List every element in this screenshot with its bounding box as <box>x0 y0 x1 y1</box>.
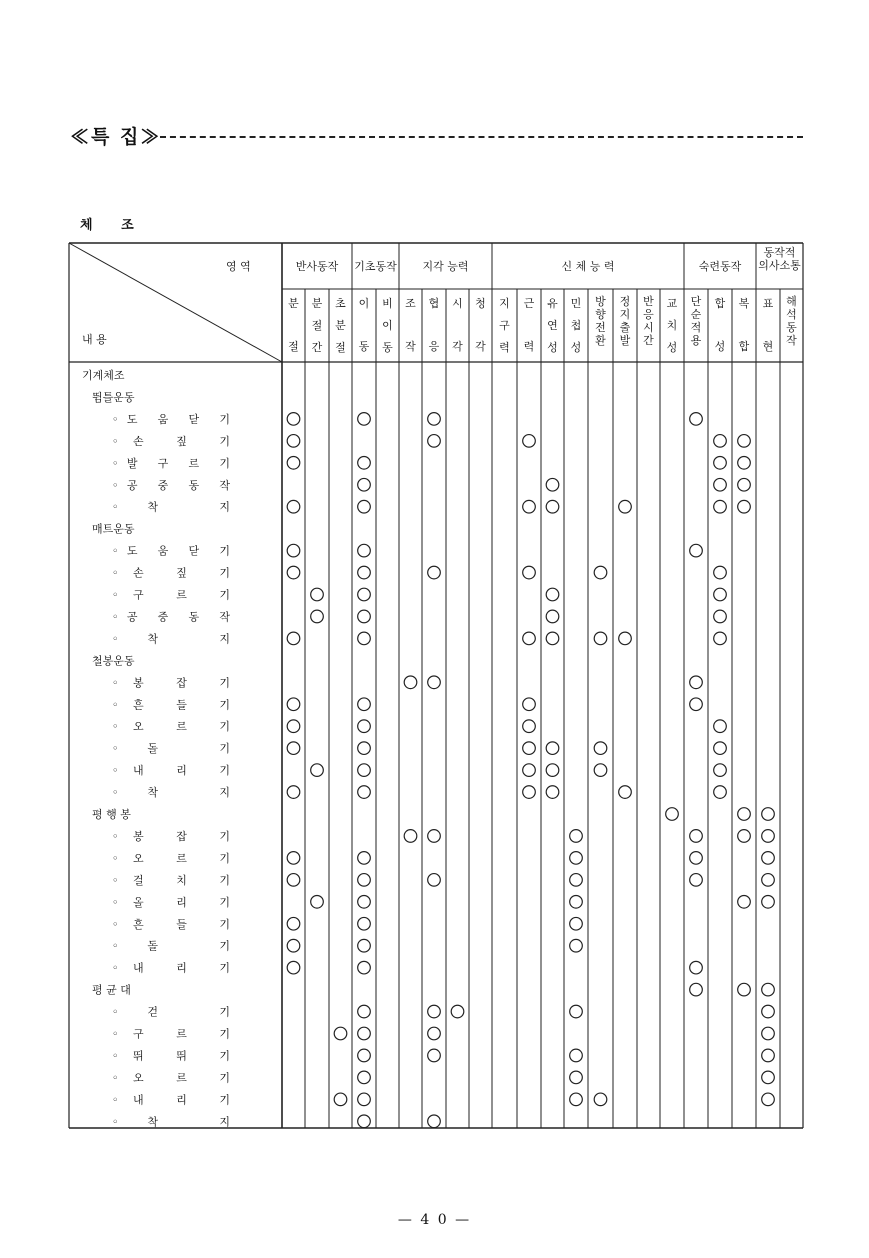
row-item-label: ◦공 중 동 작 <box>112 478 230 492</box>
applicability-circle <box>404 676 417 689</box>
applicability-circle <box>287 939 300 952</box>
row-item-label: ◦돌 기 <box>112 742 230 756</box>
applicability-circle <box>311 610 324 623</box>
applicability-circle <box>358 786 371 799</box>
applicability-circle <box>619 500 632 513</box>
applicability-circle <box>738 896 751 909</box>
applicability-circle <box>546 610 559 623</box>
applicability-circle <box>287 742 300 755</box>
row-category-label: 철봉운동 <box>92 654 135 668</box>
applicability-circle <box>570 1005 583 1018</box>
applicability-circle <box>428 1027 441 1040</box>
applicability-circle <box>738 500 751 513</box>
applicability-circle <box>714 435 727 448</box>
column-header-char: 지 <box>619 308 631 321</box>
applicability-circle <box>287 544 300 557</box>
applicability-circle <box>358 1005 371 1018</box>
row-category-label: 평 행 봉 <box>92 808 131 821</box>
applicability-circle <box>358 1027 371 1040</box>
row-item-label: ◦흔 들 기 <box>112 698 230 712</box>
applicability-circle <box>358 720 371 733</box>
column-header-char: 력 <box>499 341 510 354</box>
column-header-char: 시 <box>643 321 654 334</box>
row-item-label: ◦내 리 기 <box>112 764 230 778</box>
column-header-char: 합 <box>738 340 750 353</box>
applicability-circle <box>762 852 775 865</box>
applicability-circle <box>287 786 300 799</box>
applicability-circle <box>570 1071 583 1084</box>
row-category-label: 뜀틀운동 <box>92 390 135 404</box>
applicability-circle <box>358 917 371 930</box>
applicability-circle <box>428 830 441 843</box>
domain-header: 동작적 <box>763 246 796 259</box>
column-header-char: 절 <box>311 319 323 332</box>
applicability-circle <box>358 500 371 513</box>
column-header-char: 성 <box>714 340 726 353</box>
applicability-circle <box>523 566 536 579</box>
applicability-circle <box>287 874 300 887</box>
row-item-label: ◦손 짚 기 <box>112 434 230 448</box>
applicability-circle <box>358 874 371 887</box>
applicability-circle <box>570 1093 583 1106</box>
applicability-circle <box>428 435 441 448</box>
applicability-circle <box>358 478 371 491</box>
row-item-label: ◦흔 들 기 <box>112 917 230 931</box>
applicability-circle <box>358 1071 371 1084</box>
applicability-circle <box>762 874 775 887</box>
domain-header: 의사소통 <box>758 259 801 272</box>
applicability-circle <box>428 1005 441 1018</box>
domain-header: 신 체 능 력 <box>561 260 615 273</box>
column-header-char: 적 <box>690 321 702 334</box>
column-header-char: 단 <box>690 295 702 308</box>
column-header-char: 복 <box>738 297 750 310</box>
applicability-circle <box>690 544 703 557</box>
applicability-circle <box>358 742 371 755</box>
applicability-circle <box>546 500 559 513</box>
applicability-circle <box>714 742 727 755</box>
applicability-circle <box>714 720 727 733</box>
column-header-char: 성 <box>570 341 582 354</box>
applicability-circle <box>762 1071 775 1084</box>
column-header-char: 전 <box>595 321 606 334</box>
column-header-char: 동 <box>382 341 393 354</box>
applicability-circle <box>762 983 775 996</box>
applicability-circle <box>523 435 536 448</box>
applicability-circle <box>738 983 751 996</box>
applicability-circle <box>358 698 371 711</box>
column-header-char: 응 <box>428 340 440 353</box>
column-header-char: 협 <box>428 297 440 310</box>
applicability-circle <box>311 896 324 909</box>
column-header-char: 유 <box>547 297 558 310</box>
applicability-circle <box>690 874 703 887</box>
applicability-circle <box>546 786 559 799</box>
applicability-circle <box>287 720 300 733</box>
column-header-char: 용 <box>690 334 702 347</box>
applicability-circle <box>358 961 371 974</box>
column-header-char: 절 <box>335 341 346 354</box>
applicability-circle <box>714 588 727 601</box>
applicability-circle <box>287 413 300 426</box>
applicability-circle <box>690 852 703 865</box>
applicability-circle <box>358 852 371 865</box>
row-category-label: 매트운동 <box>92 522 135 536</box>
applicability-circle <box>523 786 536 799</box>
domain-header: 반사동작 <box>295 260 339 273</box>
row-item-label: ◦봉 잡 기 <box>112 829 230 843</box>
column-header-char: 절 <box>288 340 299 353</box>
applicability-circle <box>358 896 371 909</box>
applicability-circle <box>619 786 632 799</box>
applicability-circle <box>451 1005 464 1018</box>
row-category-label: 기계체조 <box>82 369 125 382</box>
applicability-circle <box>738 808 751 821</box>
row-item-label: ◦도 움 닫 기 <box>112 544 230 558</box>
column-header-char: 교 <box>666 297 678 310</box>
applicability-circle <box>738 435 751 448</box>
applicability-circle <box>714 610 727 623</box>
column-header-char: 현 <box>762 340 774 353</box>
column-header-char: 초 <box>335 297 346 310</box>
applicability-circle <box>762 808 775 821</box>
applicability-circle <box>738 478 751 491</box>
applicability-circle <box>358 939 371 952</box>
page-heading: ≪특 집≫ <box>70 126 162 148</box>
column-header-char: 합 <box>714 297 726 310</box>
applicability-circle <box>594 1093 607 1106</box>
applicability-circle <box>287 566 300 579</box>
applicability-circle <box>762 1005 775 1018</box>
applicability-circle <box>428 413 441 426</box>
applicability-circle <box>428 1115 441 1128</box>
applicability-circle <box>287 917 300 930</box>
applicability-circle <box>762 1049 775 1062</box>
column-header-char: 방 <box>595 295 606 308</box>
row-item-label: ◦오 르 기 <box>112 720 230 734</box>
applicability-circle <box>738 457 751 470</box>
column-header-char: 조 <box>405 297 416 310</box>
applicability-circle <box>358 632 371 645</box>
row-item-label: ◦착 지 <box>112 500 230 514</box>
applicability-circle <box>570 852 583 865</box>
applicability-circle <box>404 830 417 843</box>
column-header-char: 분 <box>288 297 299 310</box>
applicability-circle <box>570 1049 583 1062</box>
domain-header: 기초동작 <box>354 260 397 273</box>
applicability-circle <box>570 917 583 930</box>
column-header-char: 출 <box>619 321 631 334</box>
corner-content-label: 내 용 <box>82 333 107 346</box>
applicability-circle <box>358 588 371 601</box>
applicability-circle <box>714 632 727 645</box>
applicability-circle <box>690 830 703 843</box>
column-header-char: 작 <box>786 334 797 347</box>
applicability-circle <box>287 457 300 470</box>
column-header-char: 분 <box>335 319 346 332</box>
applicability-circle <box>690 413 703 426</box>
applicability-circle <box>570 896 583 909</box>
row-item-label: ◦걸 치 기 <box>112 873 230 887</box>
row-item-label: ◦오 르 기 <box>112 851 230 865</box>
applicability-circle <box>570 939 583 952</box>
applicability-circle <box>523 764 536 777</box>
column-header-char: 작 <box>405 340 416 353</box>
row-item-label: ◦뛰 뛰 기 <box>112 1049 230 1063</box>
applicability-circle <box>428 566 441 579</box>
row-item-label: ◦돌 기 <box>112 939 230 953</box>
column-header-char: 청 <box>475 297 486 310</box>
applicability-circle <box>714 500 727 513</box>
column-header-char: 민 <box>570 297 582 310</box>
column-header-char: 순 <box>690 308 702 321</box>
row-item-label: ◦손 짚 기 <box>112 566 230 580</box>
column-header-char: 간 <box>643 334 654 347</box>
applicability-circle <box>762 1093 775 1106</box>
applicability-circle <box>358 1049 371 1062</box>
corner-area-label: 영 역 <box>226 260 251 273</box>
column-header-char: 력 <box>523 340 535 353</box>
column-header-char: 분 <box>311 297 323 310</box>
row-item-label: ◦올 리 기 <box>112 895 230 909</box>
applicability-circle <box>428 676 441 689</box>
column-header-char: 동 <box>786 321 797 334</box>
column-header-char: 비 <box>382 297 393 310</box>
row-item-label: ◦착 지 <box>112 1115 230 1129</box>
column-header-char: 향 <box>595 308 606 321</box>
applicability-circle <box>334 1093 347 1106</box>
page-number: — 4 0 — <box>397 1212 472 1228</box>
applicability-circle <box>287 961 300 974</box>
applicability-circle <box>428 1049 441 1062</box>
applicability-circle <box>358 413 371 426</box>
column-header-char: 연 <box>547 319 558 332</box>
row-item-label: ◦구 르 기 <box>112 1027 230 1041</box>
applicability-circle <box>570 874 583 887</box>
applicability-circle <box>287 435 300 448</box>
applicability-circle <box>358 566 371 579</box>
column-header-char: 각 <box>475 340 486 353</box>
applicability-circle <box>594 632 607 645</box>
row-item-label: ◦착 지 <box>112 632 230 646</box>
section-title: 체 조 <box>80 218 146 233</box>
applicability-circle <box>738 830 751 843</box>
applicability-circle <box>334 1027 347 1040</box>
column-header-char: 환 <box>595 334 606 347</box>
column-header-char: 해 <box>786 295 797 308</box>
applicability-circle <box>358 1093 371 1106</box>
applicability-circle <box>546 632 559 645</box>
applicability-circle <box>523 632 536 645</box>
applicability-circle <box>714 566 727 579</box>
applicability-circle <box>594 566 607 579</box>
column-header-char: 첩 <box>570 319 582 332</box>
column-header-char: 간 <box>311 341 323 354</box>
applicability-circle <box>666 808 679 821</box>
column-header-char: 정 <box>619 295 631 308</box>
applicability-circle <box>358 764 371 777</box>
row-item-label: ◦착 지 <box>112 786 230 800</box>
column-header-char: 지 <box>499 297 510 310</box>
applicability-circle <box>358 610 371 623</box>
applicability-circle <box>594 742 607 755</box>
applicability-circle <box>690 983 703 996</box>
domain-header: 숙련동작 <box>698 260 742 273</box>
applicability-circle <box>714 764 727 777</box>
applicability-circle <box>762 830 775 843</box>
applicability-circle <box>311 764 324 777</box>
applicability-circle <box>428 874 441 887</box>
applicability-circle <box>714 478 727 491</box>
row-item-label: ◦도 움 닫 기 <box>112 412 230 426</box>
column-header-char: 표 <box>762 297 774 310</box>
applicability-circle <box>762 896 775 909</box>
applicability-circle <box>358 544 371 557</box>
column-header-char: 근 <box>523 297 535 310</box>
column-header-char: 석 <box>786 308 797 321</box>
row-item-label: ◦구 르 기 <box>112 588 230 602</box>
applicability-circle <box>523 742 536 755</box>
row-category-label: 평 균 대 <box>92 983 131 997</box>
domain-header: 지각 능력 <box>422 260 469 273</box>
row-item-label: ◦오 르 기 <box>112 1071 230 1085</box>
column-header-char: 각 <box>452 340 463 353</box>
applicability-circle <box>287 632 300 645</box>
column-header-char: 치 <box>666 319 678 332</box>
row-item-label: ◦공 중 동 작 <box>112 610 230 624</box>
column-header-char: 성 <box>666 341 678 354</box>
applicability-circle <box>287 698 300 711</box>
applicability-circle <box>762 1027 775 1040</box>
applicability-circle <box>523 698 536 711</box>
column-header-char: 시 <box>452 297 463 310</box>
applicability-circle <box>523 500 536 513</box>
row-item-label: ◦내 리 기 <box>112 961 230 975</box>
applicability-circle <box>714 786 727 799</box>
applicability-circle <box>358 1115 371 1128</box>
applicability-circle <box>546 742 559 755</box>
column-header-char: 성 <box>547 341 558 354</box>
column-header-char: 응 <box>643 308 654 321</box>
row-item-label: ◦걷 기 <box>112 1005 230 1019</box>
applicability-circle <box>546 478 559 491</box>
column-header-char: 구 <box>499 319 510 332</box>
applicability-circle <box>594 764 607 777</box>
row-item-label: ◦봉 잡 기 <box>112 676 230 690</box>
applicability-circle <box>690 961 703 974</box>
applicability-circle <box>523 720 536 733</box>
applicability-circle <box>287 852 300 865</box>
applicability-circle <box>714 457 727 470</box>
applicability-circle <box>546 764 559 777</box>
applicability-circle <box>287 500 300 513</box>
applicability-circle <box>546 588 559 601</box>
column-header-char: 동 <box>358 340 370 353</box>
applicability-circle <box>690 676 703 689</box>
row-item-label: ◦발 구 르 기 <box>112 456 230 470</box>
row-item-label: ◦내 리 기 <box>112 1093 230 1107</box>
column-header-char: 반 <box>643 295 654 308</box>
applicability-circle <box>570 830 583 843</box>
column-header-char: 발 <box>619 334 631 347</box>
applicability-circle <box>311 588 324 601</box>
column-header-char: 이 <box>382 319 393 332</box>
column-header-char: 이 <box>358 297 370 310</box>
applicability-circle <box>690 698 703 711</box>
applicability-circle <box>619 632 632 645</box>
applicability-circle <box>358 457 371 470</box>
